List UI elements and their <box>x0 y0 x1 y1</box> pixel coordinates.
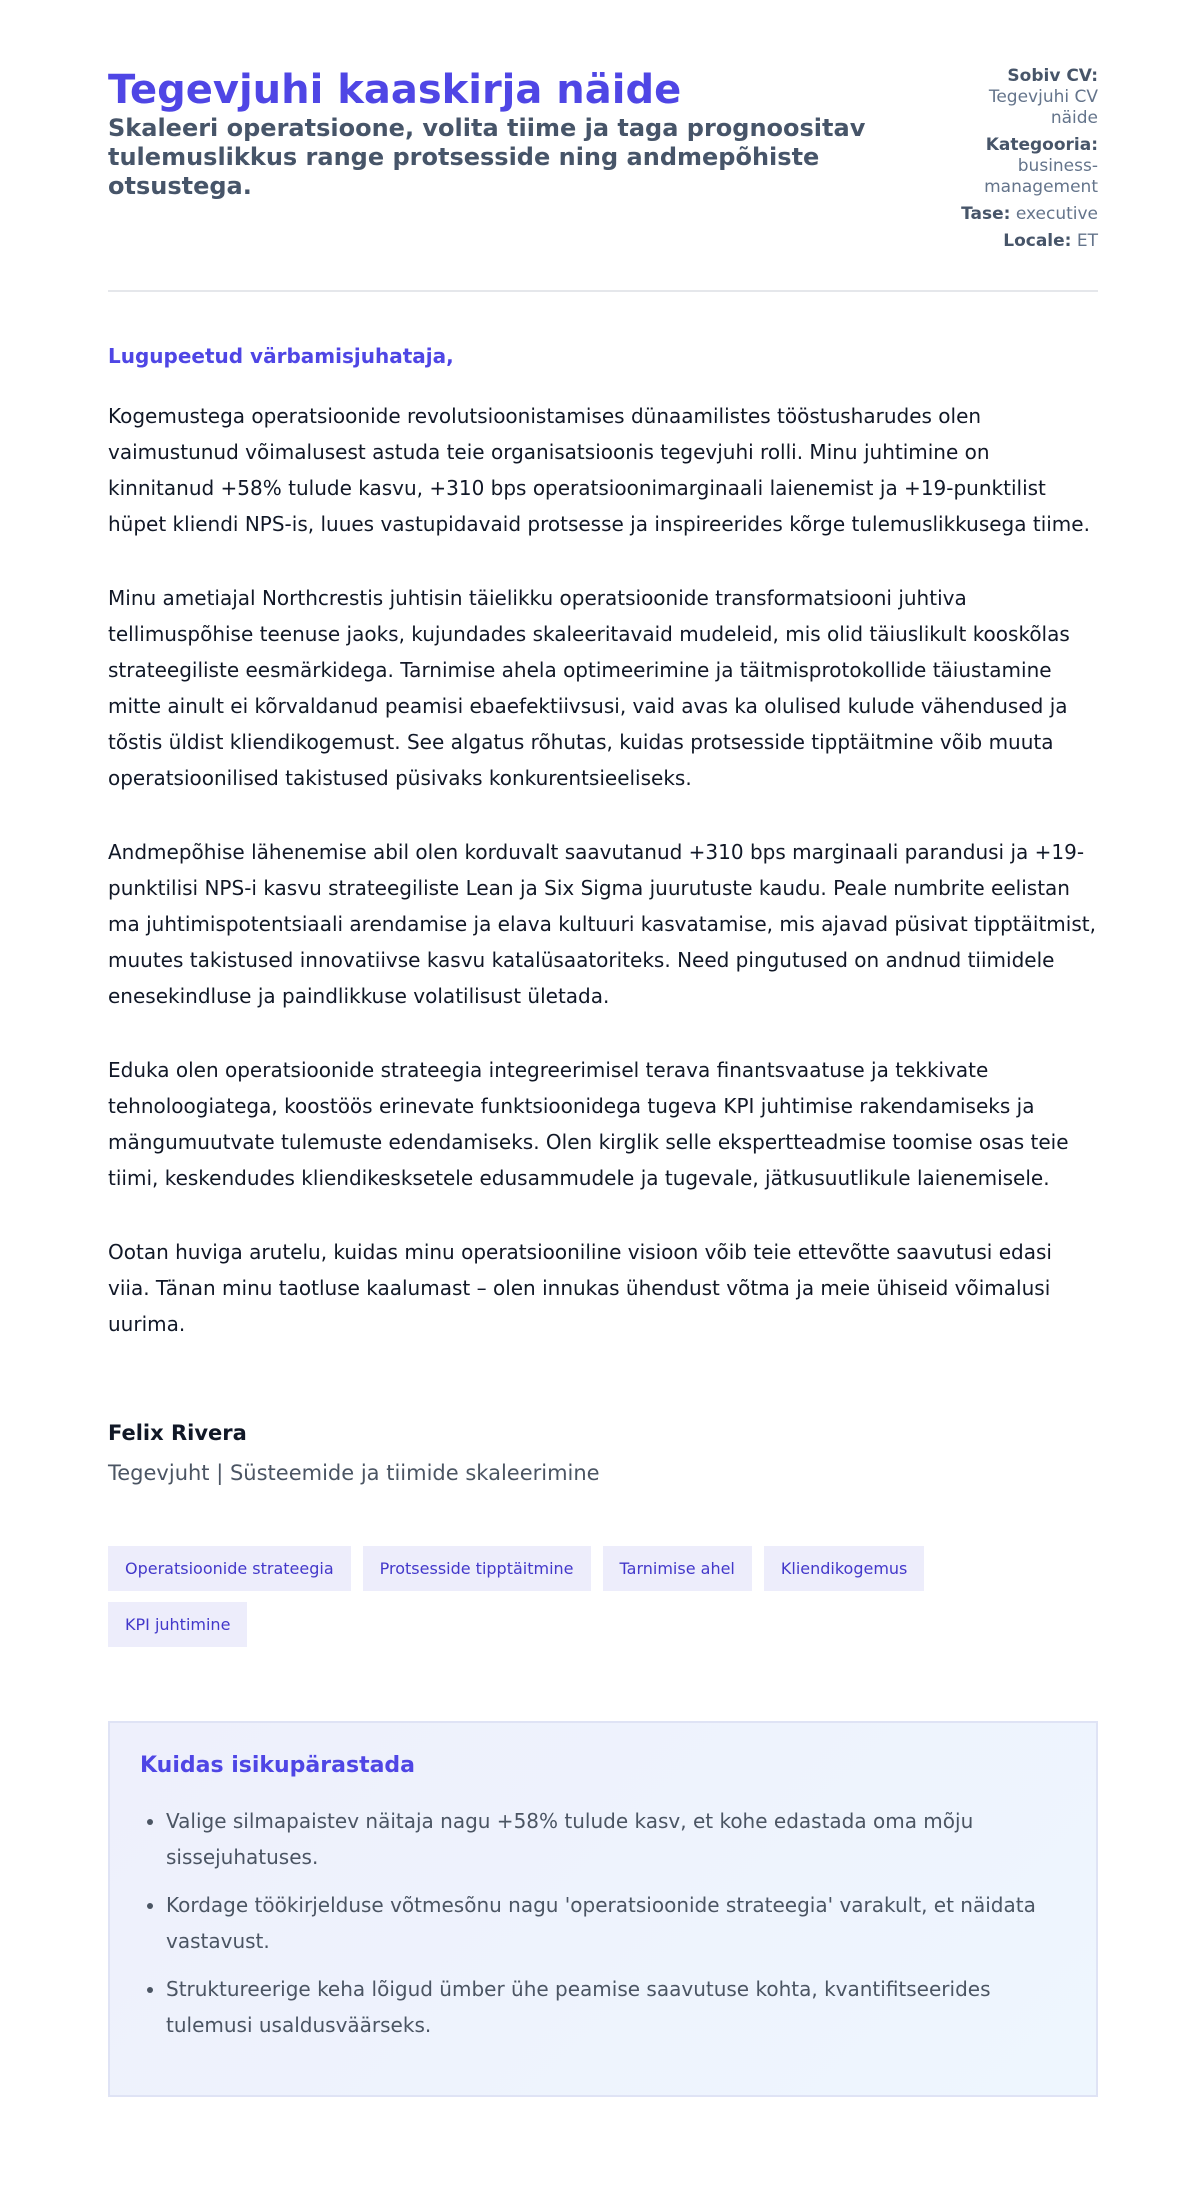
page-subtitle: Skaleeri operatsioone, volita tiime ja taga prognoositav tulemuslikkus range protsesside ning andmepõhiste otsustega. <box>108 114 866 200</box>
letter-paragraph: Ootan huviga arutelu, kuidas minu operatsiooniline visioon võib teie ettevõtte saavutusi edasi viia. Tänan minu taotluse kaalumast – olen innukas ühendust võtma ja meie ühiseid võimalusi uurima. <box>108 1240 1052 1336</box>
skill-tags <box>108 1546 1008 1647</box>
personalization-tips <box>108 1721 1098 2097</box>
meta-label: Sobiv CV: <box>1007 66 1098 86</box>
meta-locale <box>958 231 1098 252</box>
meta-value: Tegevjuhi CV näide <box>988 87 1098 128</box>
greeting: Lugupeetud värbamisjuhataja, <box>108 344 454 368</box>
meta-level <box>958 204 1098 225</box>
tip-item: • Valige silmapaistev näitaja nagu +58% tulude kasv, et kohe edastada oma mõju sissejuhatuses. <box>166 1803 1066 1875</box>
skill-tag: Tarnimise ahel <box>603 1546 752 1591</box>
meta-value: ET <box>1076 231 1098 251</box>
letter-paragraph: Eduka olen operatsioonide strateegia integreerimisel terava finantsvaatuse ja tekkivate tehnoloogiatega, koostöös erinevate funktsioonidega tugeva KPI juhtimise rakendamiseks ja mängumuutvate tulemuste edendamiseks. Olen kirglik selle ekspertteadmise toomise osas teie tiimi, keskendudes kliendikesksetele edusammudele ja tugevale, jätkusuutlikule laienemisele. <box>108 1058 1069 1190</box>
meta-info <box>958 66 1098 258</box>
tips-list <box>140 1803 1066 2043</box>
skill-tag: KPI juhtimine <box>108 1602 247 1647</box>
title-block <box>108 66 928 258</box>
meta-category <box>958 135 1098 198</box>
page-title: Tegevjuhi kaaskirja näide <box>108 67 682 113</box>
tips-heading: Kuidas isikupärastada <box>140 1753 416 1778</box>
tip-item: • Struktureerige keha lõigud ümber ühe peamise saavutuse kohta, kvantifitseerides tulemusi usaldusväärseks. <box>166 1971 1066 2043</box>
tip-item: • Kordage töökirjelduse võtmesõnu nagu 'operatsioonide strateegia' varakult, et näidata vastavust. <box>166 1887 1066 1959</box>
meta-resume <box>958 66 1098 129</box>
skill-tag: Operatsioonide strateegia <box>108 1546 351 1591</box>
meta-label: Kategooria: <box>985 135 1098 155</box>
cover-letter-page <box>108 0 1098 2097</box>
meta-value: executive <box>1015 204 1098 224</box>
meta-label: Locale: <box>1003 231 1072 251</box>
skill-tag: Protsesside tipptäitmine <box>363 1546 591 1591</box>
signature-name: Felix Rivera <box>108 1421 247 1445</box>
page-header <box>108 0 1098 292</box>
letter-paragraph: Kogemustega operatsioonide revolutsioonistamises dünaamilistes tööstusharudes olen vaimustunud võimalusest astuda teie organisatsioonis tegevjuhi rolli. Minu juhtimine on kinnitanud +58% tulude kasvu, +310 bps operatsioonimarginaali laienemist ja +19-punktilist hüpet kliendi NPS-is, luues vastupidavaid protsesse ja inspireerides kõrge tulemuslikkusega tiime. <box>108 404 1090 536</box>
meta-value: business-management <box>984 156 1098 197</box>
skill-tag: Kliendikogemus <box>764 1546 925 1591</box>
signature-role: Tegevjuht | Süsteemide ja tiimide skaleerimine <box>108 1461 600 1485</box>
meta-label: Tase: <box>961 204 1011 224</box>
letter-paragraph: Andmepõhise lähenemise abil olen korduvalt saavutanud +310 bps marginaali parandusi ja +19-punktilisi NPS-i kasvu strateegiliste Lean ja Six Sigma juurutuste kaudu. Peale numbrite eelistan ma juhtimispotentsiaali arendamise ja elava kultuuri kasvatamise, mis ajavad püsivat tipptäitmist, muutes takistused innovatiivse kasvu katalüsaatoriteks. Need pingutused on andnud tiimidele enesekindluse ja paindlikkuse volatilisust ületada. <box>108 840 1096 1008</box>
letter-paragraph: Minu ametiajal Northcrestis juhtisin täielikku operatsioonide transformatsiooni juhtiva tellimuspõhise teenuse jaoks, kujundades skaleeritavaid mudeleid, mis olid täiuslikult kooskõlas strateegiliste eesmärkidega. Tarnimise ahela optimeerimine ja täitmisprotokollide täiustamine mitte ainult ei kõrvaldanud peamisi ebaefektiivsusi, vaid avas ka olulised kulude vähendused ja tõstis üldist kliendikogemust. See algatus rõhutas, kuidas protsesside tipptäitmine võib muuta operatsioonilised takistused püsivaks konkurentsieeliseks. <box>108 586 1070 790</box>
